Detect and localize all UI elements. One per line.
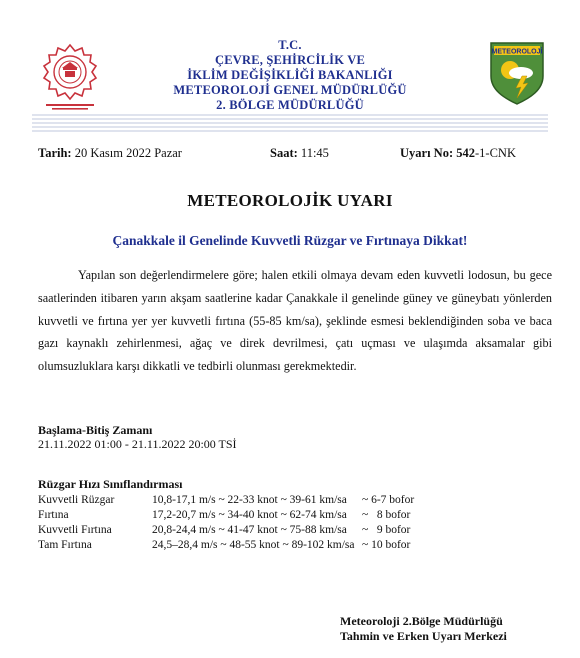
wind-classification-table: [36, 492, 424, 553]
date-field: [38, 146, 182, 161]
date-value: 20 Kasım 2022 Pazar: [74, 146, 182, 160]
wind-class-speeds: 24,5–28,4 m/s ~ 48-55 knot ~ 89-102 km/sa: [152, 539, 355, 552]
time-field: [270, 146, 329, 161]
header-line-ministry-2: İKLİM DEĞİŞİKLİĞİ BAKANLIĞI: [187, 68, 393, 82]
date-label: Tarih:: [38, 146, 72, 160]
table-row: [36, 492, 424, 507]
wind-class-name: Kuvvetli Fırtına: [38, 523, 112, 536]
warning-number-label: Uyarı No:: [400, 146, 454, 160]
header-line-directorate: METEOROLOJİ GENEL MÜDÜRLÜĞÜ: [173, 83, 407, 97]
wind-class-name: Tam Fırtına: [38, 539, 92, 552]
period-value: 21.11.2022 01:00 - 21.11.2022 20:00 TSİ: [38, 437, 237, 451]
table-row: [36, 507, 424, 522]
wind-class-bofor: ~ 8 bofor: [362, 508, 411, 521]
classification-heading: Rüzgar Hızı Sınıflandırması: [38, 477, 183, 491]
institution-header: [130, 38, 450, 113]
wind-class-speeds: 17,2-20,7 m/s ~ 34-40 knot ~ 62-74 km/sa: [152, 508, 347, 521]
header-line-ministry-1: ÇEVRE, ŞEHİRCİLİK VE: [215, 53, 365, 67]
header-line-region: 2. BÖLGE MÜDÜRLÜĞÜ: [216, 98, 364, 112]
header-divider-band: [32, 114, 548, 134]
table-row: [36, 538, 424, 553]
wind-class-bofor: ~ 10 bofor: [362, 539, 411, 552]
meteoroloji-shield-logo: [488, 40, 546, 106]
period-heading: Başlama-Bitiş Zamanı: [38, 423, 153, 437]
wind-class-name: Kuvvetli Rüzgar: [38, 493, 115, 506]
issuer-signature: [340, 614, 540, 644]
time-label: Saat:: [270, 146, 298, 160]
wind-class-bofor: ~ 6-7 bofor: [362, 493, 415, 506]
warning-number-field: [400, 146, 516, 161]
warning-subtitle: Çanakkale il Genelinde Kuvvetli Rüzgar ve Fırtınaya Dikkat!: [112, 233, 468, 248]
wind-class-speeds: 20,8-24,4 m/s ~ 41-47 knot ~ 75-88 km/sa: [152, 523, 347, 536]
issuer-line-1: Meteoroloji 2.Bölge Müdürlüğü: [340, 614, 503, 628]
time-value: 11:45: [300, 146, 329, 160]
warning-body-text: Yapılan son değerlendirmelere göre; halen etkili olmaya devam eden kuvvetli lodosun, bu gece saatlerinden itibaren yarın akşam saatlerine kadar Çanakkale il genelinde güney ve güneybatı yönlerden kuvvetli ve fırtına yer yer kuvvetli fırtına (55-85 km/sa), şeklinde esmesi beklendiğinden soba ve baca gazı kaynaklı zehirlenmesi, ağaç ve direk devrilmesi, çatı uçması ve ulaşımda aksamalar gibi olumsuzluklara karşı dikkatli ve tedbirli olunması gerekmektedir.: [38, 268, 552, 374]
svg-text:METEOROLOJİ: METEOROLOJİ: [491, 48, 543, 56]
wind-class-speeds: 10,8-17,1 m/s ~ 22-33 knot ~ 39-61 km/sa: [152, 493, 347, 506]
wind-class-bofor: ~ 9 bofor: [362, 523, 411, 536]
table-row: [36, 522, 424, 537]
wind-class-name: Fırtına: [38, 508, 69, 521]
warning-number-suffix: -1-CNK: [475, 146, 516, 160]
warning-number-main: 542: [456, 146, 475, 160]
header-line-tc: T.C.: [278, 38, 302, 52]
issuer-line-2: Tahmin ve Erken Uyarı Merkezi: [340, 629, 507, 643]
document-title: METEOROLOJİK UYARI: [187, 191, 393, 210]
ministry-emblem-logo: [38, 42, 102, 112]
